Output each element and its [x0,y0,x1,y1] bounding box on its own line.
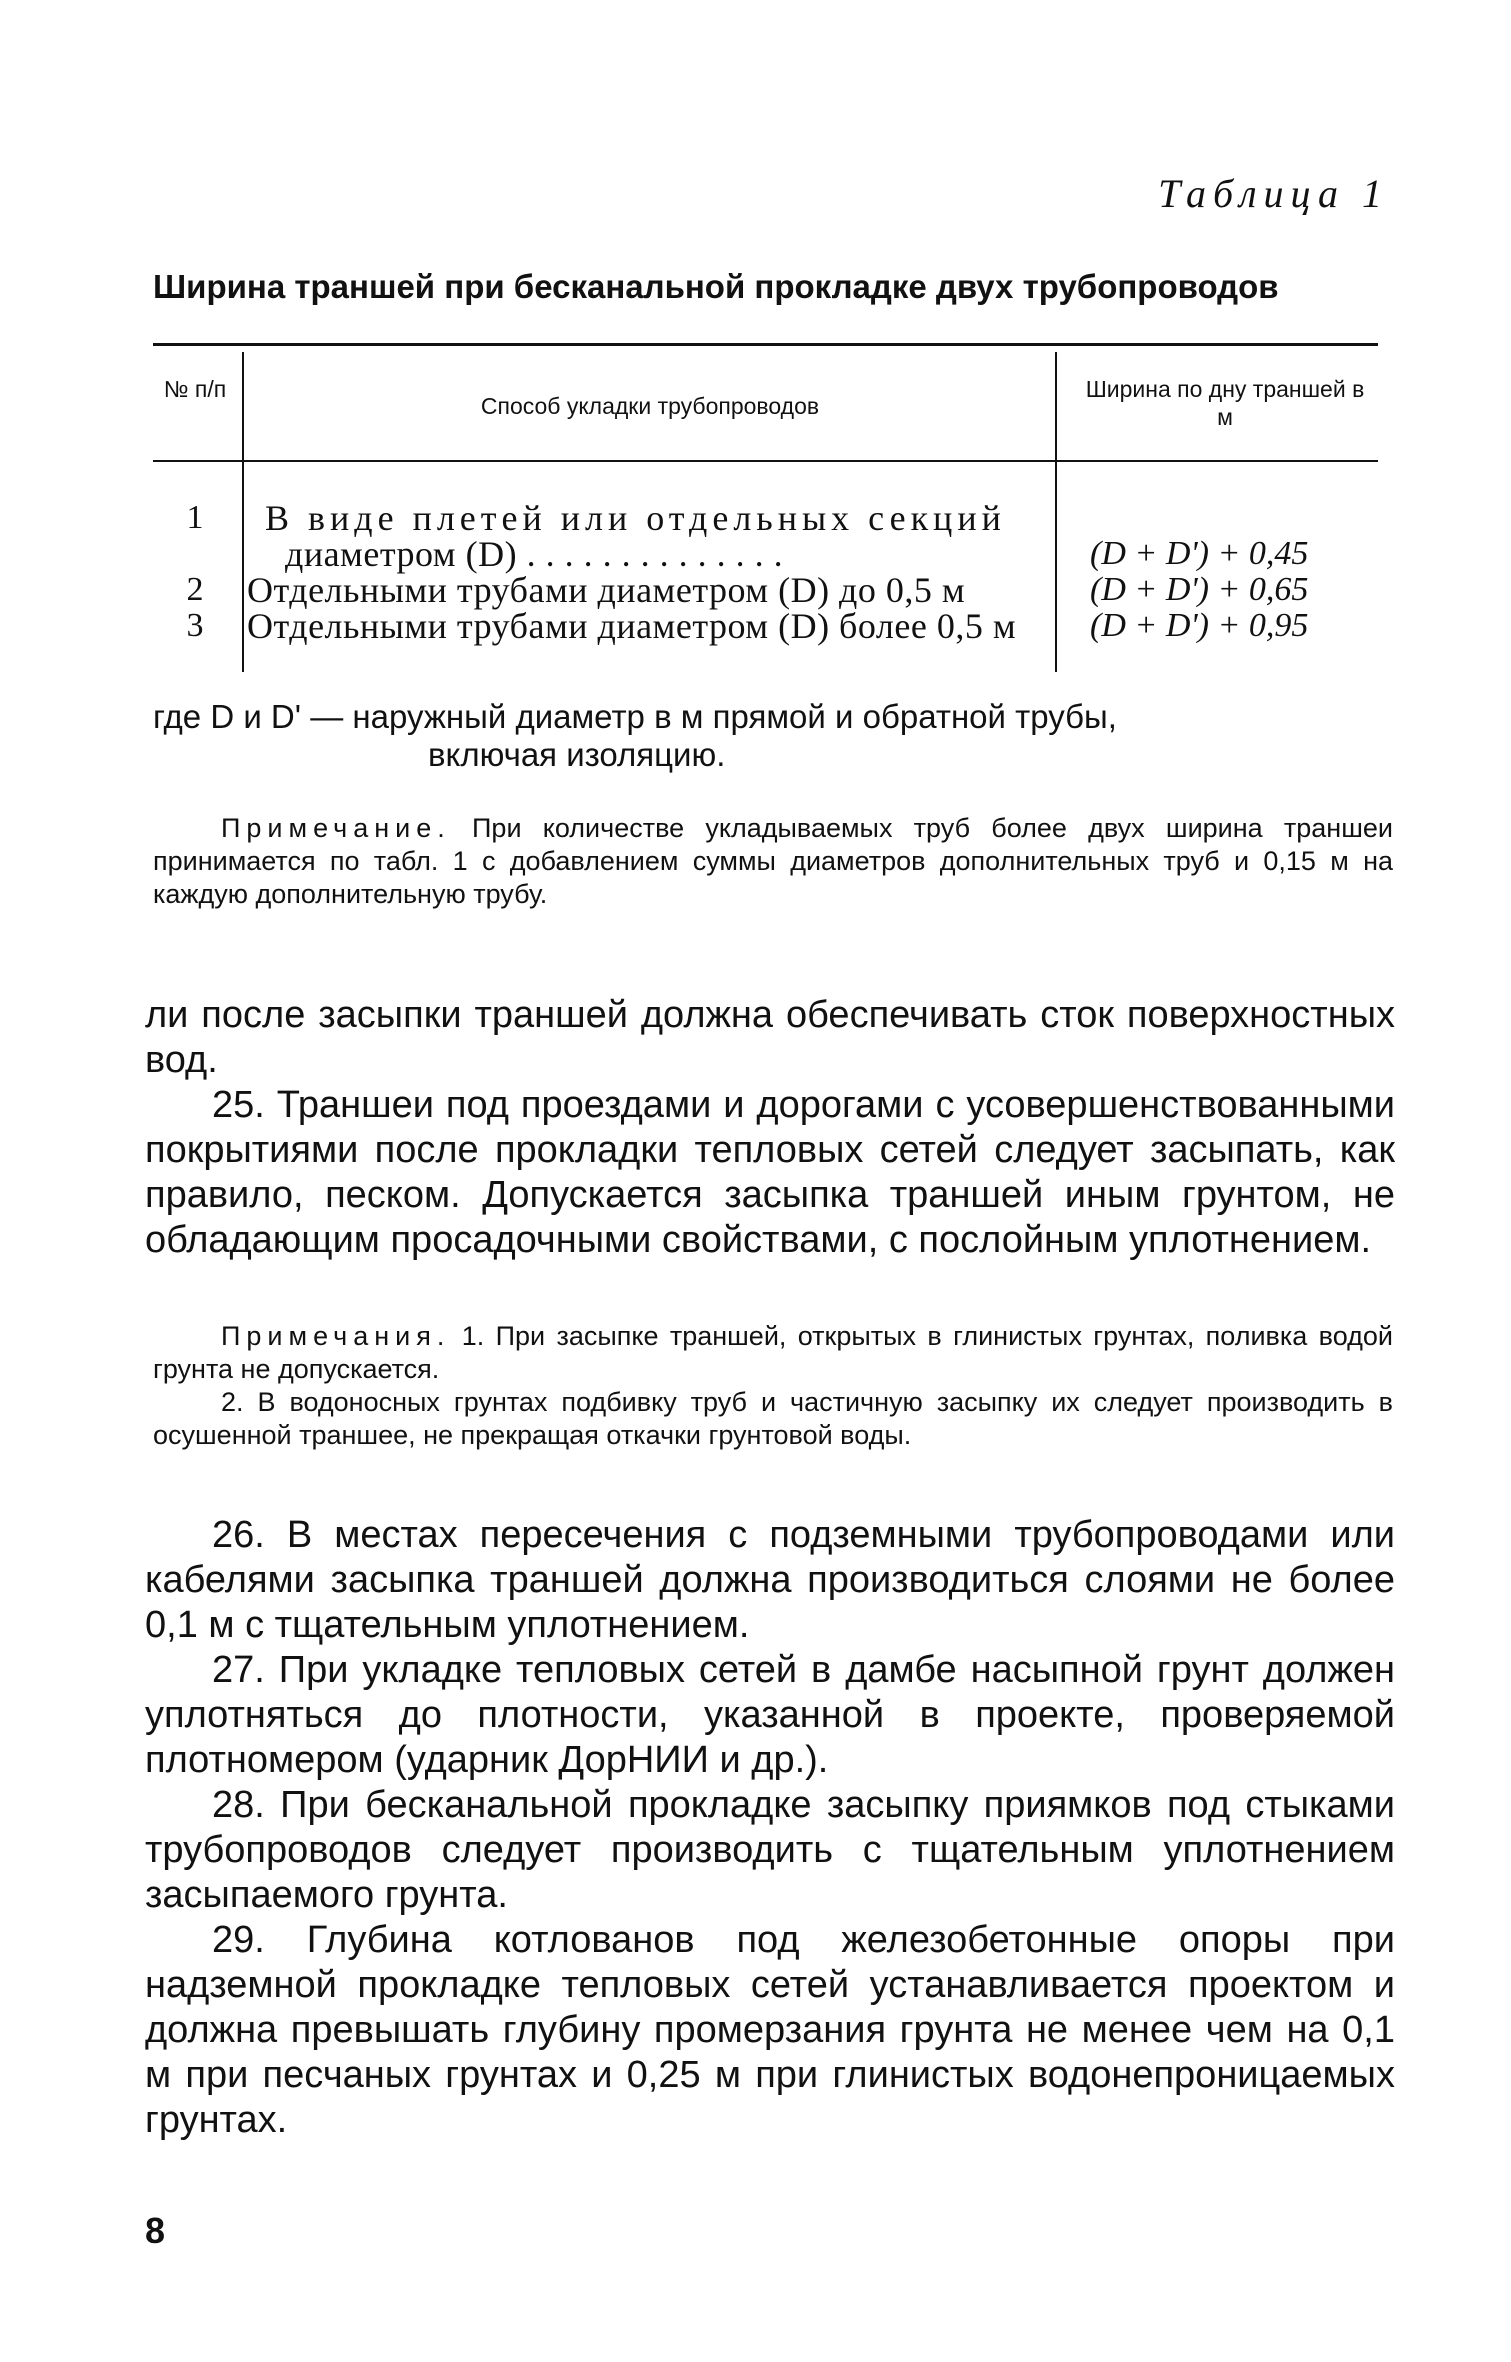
row-2-text: Отдельными трубами диаметром (D) до 0,5 м [247,570,966,610]
row-3-num: 3 [186,607,204,644]
row-1-text: В виде плетей или отдельных секций [265,498,1006,538]
notes-block [153,1320,1393,1452]
row-1-text-continued: диаметром (D) . . . . . . . . . . . . . . [285,534,784,574]
paragraph-29: 29. Глубина котлованов под железобетонные опоры при надземной прокладке тепловых сетей устанавливается проектом и должна превышать глубину промерзания грунта не менее чем на 0,1 м при песчаных грунтах и 0,25 м при глинистых водонепроницаемых грунтах. [145,1919,1395,2141]
header-method: Способ укладки трубопроводов [480,393,820,419]
row-3-width: (D + D') + 0,95 [1090,607,1309,644]
table-header-rule [153,460,1378,462]
notes-item-1-text: 1. При засыпке траншей, открытых в глинистых грунтах, поливка водой грунта не допускается. [153,1321,1393,1384]
table-vline-left [242,352,244,672]
header-num: № п/п [163,376,227,402]
paragraph-25: 25. Траншеи под проездами и дорогами с усовершенствованными покрытиями после прокладки тепловых сетей следует засыпать, как правило, песком. Допускается засыпка траншей иным грунтом, не обладающим просадочными свойствами, с послойным уплотнением. [145,1084,1395,1261]
row-1-num: 1 [186,499,204,536]
table-title: Ширина траншей при бесканальной прокладке двух трубопроводов [153,268,1279,305]
table-label: Таблица 1 [1158,171,1389,216]
row-1-width: (D + D') + 0,45 [1090,535,1309,572]
table-note [153,812,1393,911]
paragraph-27: 27. При укладке тепловых сетей в дамбе насыпной грунт должен уплотняться до плотности, указанной в проекте, проверяемой плотномером (ударник ДорНИИ и др.). [145,1649,1395,1781]
header-width: Ширина по дну траншей в м [1085,376,1365,430]
table-note-label: Примечание. [221,813,451,843]
formula-explanation-line1: где D и D' — наружный диаметр в м прямой и обратной трубы, [153,698,1117,735]
paragraph-continuation: ли после засыпки траншей должна обеспечивать сток поверхностных вод. [145,994,1395,1081]
notes-item-1 [153,1320,1393,1386]
formula-explanation [153,698,1393,774]
formula-explanation-line2: включая изоляцию. [428,736,726,773]
paragraph-26: 26. В местах пересечения с подземными трубопроводами или кабелями засыпка траншей должна производиться слоями не более 0,1 м с тщательным уплотнением. [145,1514,1395,1646]
page-number: 8 [145,2210,166,2251]
table-vline-right [1055,352,1057,672]
table-top-rule [153,343,1378,346]
table-note-text: При количестве укладываемых труб более двух ширина траншеи принимается по табл. 1 с добавлением суммы диаметров дополнительных труб и 0,15 м на каждую дополнительную трубу. [153,813,1393,909]
notes-label: Примечания. [221,1321,451,1351]
row-3-text: Отдельными трубами диаметром (D) более 0,5 м [247,606,1017,646]
row-2-width: (D + D') + 0,65 [1090,571,1309,608]
row-2-num: 2 [186,571,204,608]
paragraph-28: 28. При бесканальной прокладке засыпку приямков под стыками трубопроводов следует производить с тщательным уплотнением засыпаемого грунта. [145,1784,1395,1916]
notes-item-2: 2. В водоносных грунтах подбивку труб и частичную засыпку их следует производить в осушенной траншее, не прекращая откачки грунтовой воды. [153,1387,1393,1450]
